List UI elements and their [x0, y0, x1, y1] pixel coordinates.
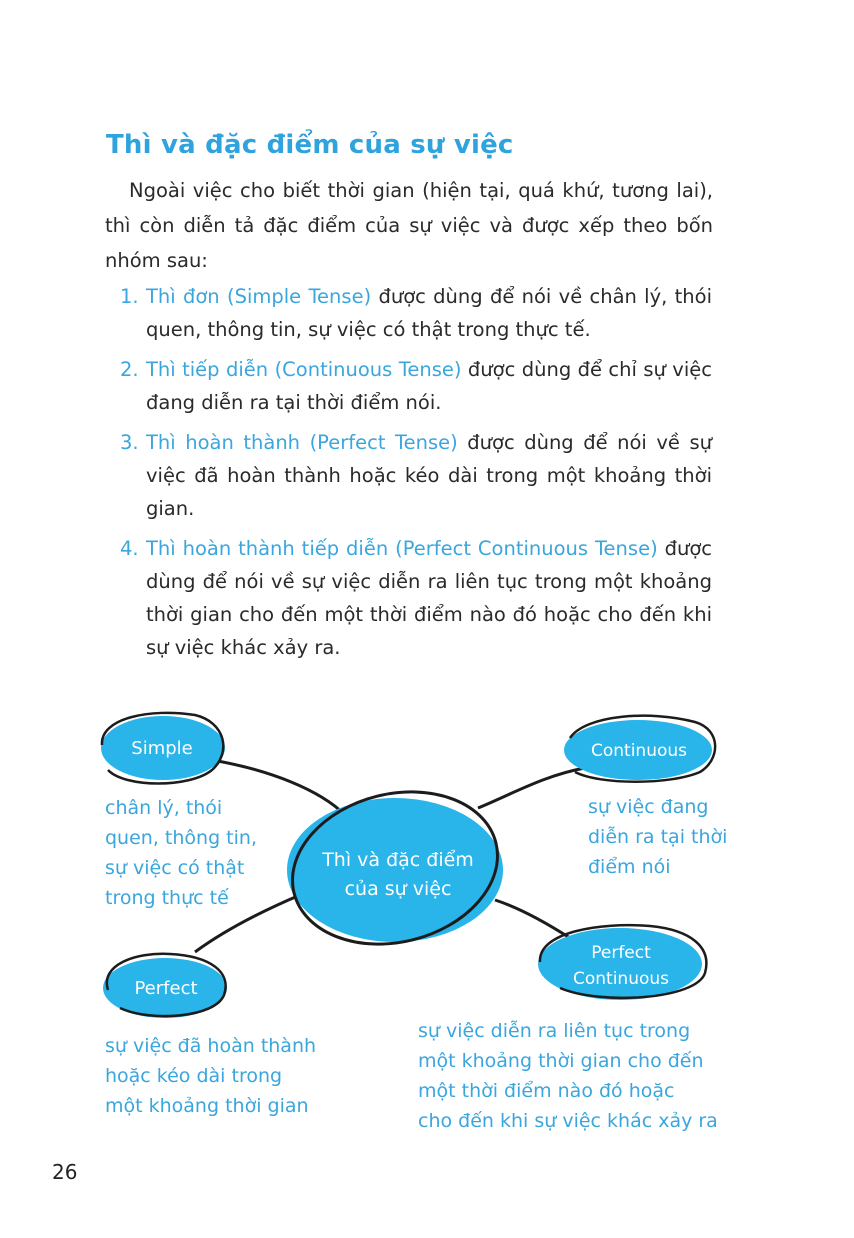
- perfect-continuous-label-line-1: Perfect: [591, 943, 651, 963]
- perfect-note: [105, 1031, 316, 1121]
- connector-continuous: [478, 768, 585, 808]
- list-number: 1.: [120, 285, 139, 308]
- note-line: sự việc có thật: [105, 857, 245, 879]
- connector-perfect-continuous: [495, 900, 570, 938]
- simple-note: [105, 793, 257, 913]
- perfect-continuous-label-line-2: Continuous: [572, 969, 670, 989]
- tense-description: được dùng để chỉ sự việc đang diễn ra tại thời điểm nói.: [146, 358, 712, 414]
- continuous-note: [588, 792, 727, 882]
- page-number: 26: [52, 1160, 78, 1184]
- note-line: một khoảng thời gian: [105, 1095, 309, 1117]
- list-item: [120, 532, 712, 664]
- simple-label: Simple: [131, 738, 193, 759]
- perfect-label: Perfect: [134, 978, 198, 999]
- note-line: cho đến khi sự việc khác xảy ra: [418, 1110, 718, 1132]
- list-item: [120, 353, 712, 419]
- perfect-continuous-bubble: [538, 925, 706, 1000]
- note-line: sự việc đang: [588, 796, 709, 818]
- note-line: chân lý, thói: [105, 797, 223, 819]
- tense-description: được dùng để nói về sự việc đã hoàn thành hoặc kéo dài trong một khoảng thời gian.: [146, 431, 712, 520]
- tense-description: được dùng để nói về chân lý, thói quen, thông tin, sự việc có thật trong thực tế.: [146, 285, 712, 341]
- section-heading: Thì và đặc điểm của sự việc: [106, 130, 514, 160]
- note-line: một thời điểm nào đó hoặc: [418, 1080, 675, 1102]
- list-item: [120, 280, 712, 346]
- tense-term: Thì hoàn thành (Perfect Tense): [146, 431, 458, 454]
- note-line: quen, thông tin,: [105, 827, 257, 849]
- note-line: điểm nói: [588, 856, 671, 878]
- simple-bubble: [101, 713, 225, 784]
- note-line: sự việc diễn ra liên tục trong: [418, 1020, 691, 1042]
- center-label-line-1: Thì và đặc điểm: [322, 849, 474, 871]
- continuous-label: Continuous: [590, 741, 688, 761]
- center-label-line-2: của sự việc: [344, 878, 452, 900]
- list-number: 3.: [120, 431, 139, 454]
- note-line: sự việc đã hoàn thành: [105, 1035, 317, 1057]
- note-line: một khoảng thời gian cho đến: [418, 1050, 704, 1072]
- list-number: 4.: [120, 537, 139, 560]
- intro-paragraph: Ngoài việc cho biết thời gian (hiện tại, quá khứ, tương lai), thì còn diễn tả đặc điểm của sự việc và được xếp theo bốn nhóm sau:: [105, 179, 713, 272]
- perfect-continuous-note: [418, 1016, 718, 1136]
- list-item: [120, 426, 712, 525]
- perfect-bubble: [103, 954, 227, 1018]
- note-line: diễn ra tại thời: [588, 826, 728, 848]
- tense-term: Thì tiếp diễn (Continuous Tense): [146, 358, 462, 381]
- note-line: trong thực tế: [105, 887, 229, 909]
- tense-description: được dùng để nói về sự việc diễn ra liên tục trong một khoảng thời gian cho đến một thời điểm nào đó hoặc cho đến khi sự việc khác xảy ra.: [146, 537, 712, 659]
- tense-term: Thì hoàn thành tiếp diễn (Perfect Continuous Tense): [146, 537, 658, 560]
- list-number: 2.: [120, 358, 139, 381]
- note-line: hoặc kéo dài trong: [105, 1065, 283, 1087]
- tense-term: Thì đơn (Simple Tense): [146, 285, 372, 308]
- tense-list: [120, 280, 712, 671]
- continuous-bubble: [564, 716, 715, 782]
- center-bubble: [276, 771, 514, 965]
